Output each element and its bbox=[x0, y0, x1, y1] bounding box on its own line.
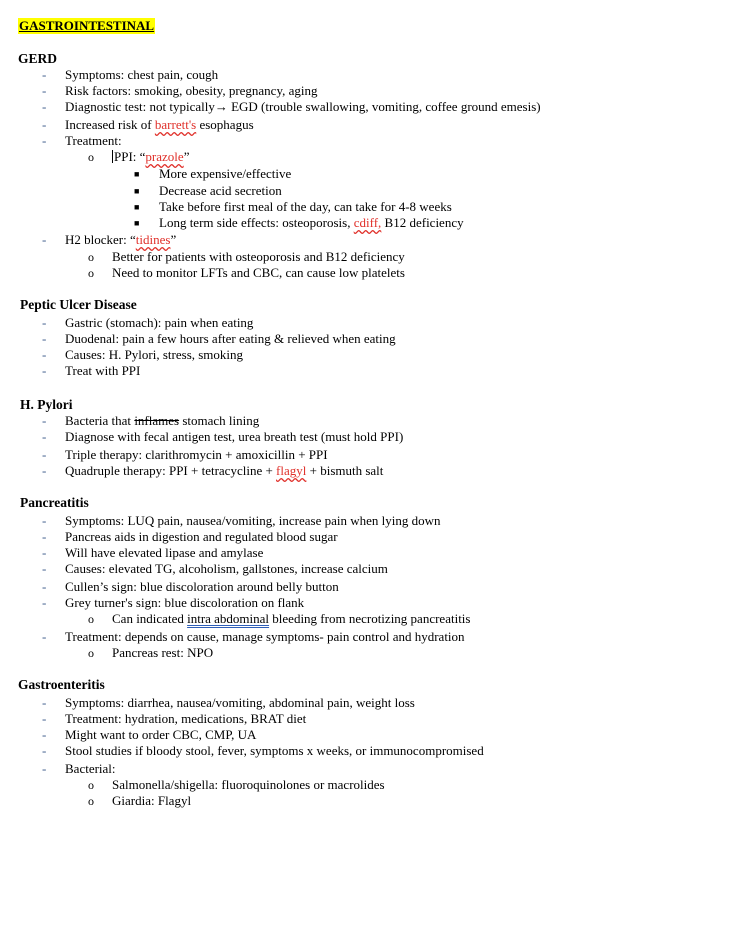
dash-bullet: - bbox=[42, 331, 47, 346]
circle-bullet: o bbox=[88, 612, 94, 626]
circle-bullet: o bbox=[88, 778, 94, 792]
dash-bullet: - bbox=[42, 761, 47, 776]
circle-bullet: o bbox=[88, 266, 94, 280]
spellcheck-word: barrett's bbox=[154, 117, 197, 132]
square-bullet: ■ bbox=[134, 202, 140, 212]
dash-bullet: - bbox=[42, 727, 47, 742]
dash-bullet: - bbox=[42, 561, 47, 576]
document-page: GASTROINTESTINAL GERD - Symptoms: chest pain, cough - Risk factors: smoking, obesity, pregnancy, aging - Diagnostic test: not typically→ EGD (trouble swallowing, vomiting, coffee ground emesis) - Increased risk of barrett's esophagus - Treatment: o PPI: “prazole” ■ More expensive/effective ■ Decrease acid secretion ■ Take before first meal of the day, can take for 4-8 weeks ■ Long term side effects: osteoporosis, cdiff, B12 deficiency - H2 blocker: “tidines” o Better for patients with osteoporosis and B12 deficiency o Need to monitor LFTs and CBC, can cause low platelets Peptic Ulcer Disease - Gastric (stomach): pain when eating - Duodenal: pain a few hours after eating & relieved when eating - Causes: H. Pylori, stress, smoking - Treat with PPI H. Pylori - Bacteria that inflames stomach lining - Diagnose with fecal antigen test, urea breath test (must hold PPI) - Triple therapy: clarithromycin + amoxicillin + PPI - Quadruple therapy: PPI + tetracycline + flagyl + bismuth salt Pancreatitis - Symptoms: LUQ pain, nausea/vomiting, increase pain when lying down - Pancreas aids in digestion and regulated blood sugar - Will have elevated lipase and amylase - Causes: elevated TG, alcoholism, gallstones, increase calcium - Cullen’s sign: blue discoloration around belly button - Grey turner's sign: blue discoloration on flank o Can indicated intra abdominal bleeding from necrotizing pancreatitis - Treatment: depends on cause, manage symptoms- pain control and hydration o Pancreas rest: NPO Gastroenteritis - Symptoms: diarrhea, nausea/vomiting, abdominal pain, weight loss - Treatment: hydration, medications, BRAT diet - Might want to order CBC, CMP, UA - Stool studies if bloody stool, fever, symptoms x weeks, or immunocompromised - Bacterial: o Salmonella/shigella: fluoroquinolones or macrolides o Giardia: Flagyl bbox=[18, 18, 541, 808]
dash-bullet: - bbox=[42, 413, 47, 428]
heading-gerd: GERD bbox=[18, 51, 58, 66]
heading-pancreatitis: Pancreatitis bbox=[20, 495, 89, 510]
circle-bullet: o bbox=[88, 646, 94, 660]
dash-bullet: - bbox=[42, 67, 47, 82]
dash-bullet: - bbox=[42, 363, 47, 378]
circle-bullet: o bbox=[88, 794, 94, 808]
grammar-flag-word: inflames bbox=[134, 413, 180, 428]
dash-bullet: - bbox=[42, 545, 47, 560]
square-bullet: ■ bbox=[134, 186, 140, 196]
dash-bullet: - bbox=[42, 743, 47, 758]
dash-bullet: - bbox=[42, 99, 47, 114]
dash-bullet: - bbox=[42, 315, 47, 330]
spellcheck-word: tidines bbox=[135, 232, 171, 247]
dash-bullet: - bbox=[42, 83, 47, 98]
heading-h-pylori: H. Pylori bbox=[20, 397, 73, 412]
dash-bullet: - bbox=[42, 429, 47, 444]
dash-bullet: - bbox=[42, 695, 47, 710]
dash-bullet: - bbox=[42, 347, 47, 362]
dash-bullet: - bbox=[42, 232, 47, 247]
square-bullet: ■ bbox=[134, 169, 140, 179]
square-bullet: ■ bbox=[134, 218, 140, 228]
dash-bullet: - bbox=[42, 463, 47, 478]
spellcheck-word: prazole bbox=[145, 149, 184, 164]
dash-bullet: - bbox=[42, 579, 47, 594]
circle-bullet: o bbox=[88, 250, 94, 264]
dash-bullet: - bbox=[42, 711, 47, 726]
dash-bullet: - bbox=[42, 117, 47, 132]
dash-bullet: - bbox=[42, 529, 47, 544]
grammar-flag-word: intra abdominal bbox=[187, 611, 270, 626]
dash-bullet: - bbox=[42, 133, 47, 148]
text-cursor bbox=[112, 150, 113, 163]
dash-bullet: - bbox=[42, 513, 47, 528]
document-title: GASTROINTESTINAL bbox=[19, 18, 155, 33]
heading-gastroenteritis: Gastroenteritis bbox=[18, 677, 105, 692]
spellcheck-word: flagyl bbox=[276, 463, 307, 478]
heading-peptic-ulcer: Peptic Ulcer Disease bbox=[20, 297, 137, 312]
spellcheck-word: cdiff, bbox=[353, 215, 382, 230]
dash-bullet: - bbox=[42, 447, 47, 462]
dash-bullet: - bbox=[42, 595, 47, 610]
dash-bullet: - bbox=[42, 629, 47, 644]
circle-bullet: o bbox=[88, 150, 94, 164]
